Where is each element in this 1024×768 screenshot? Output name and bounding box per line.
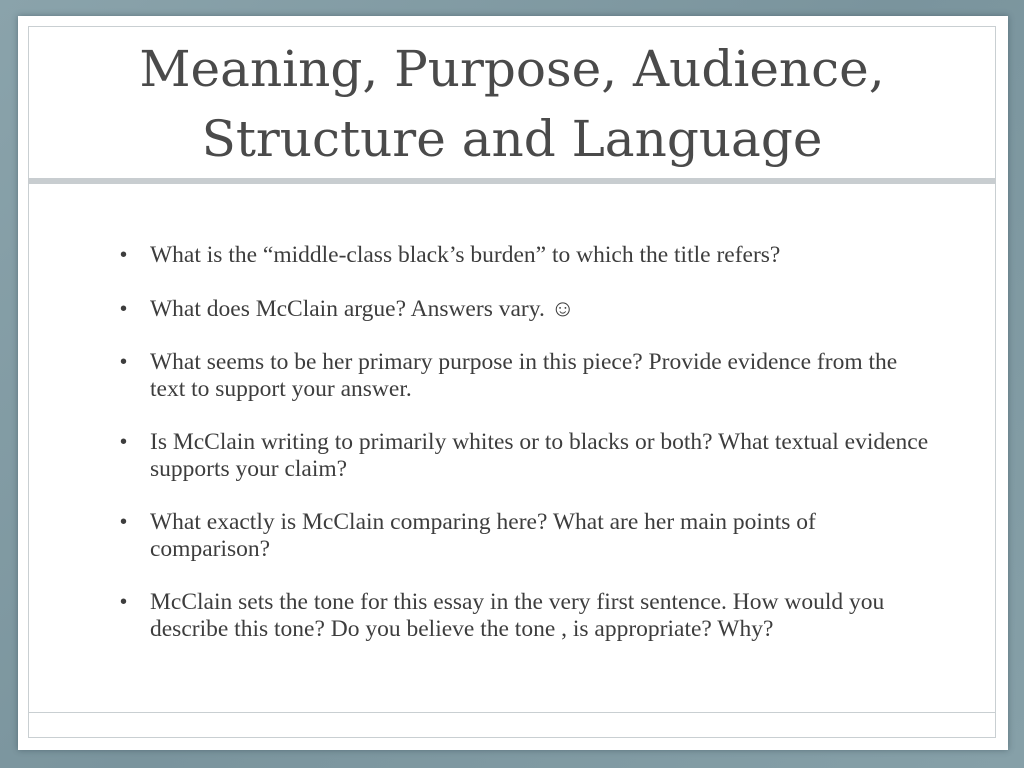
bullet-text: Is McClain writing to primarily whites or to blacks or both? What textual evidence supports your claim? [150,429,929,482]
bullet-item [110,429,930,482]
bullet-icon: • [120,297,128,320]
slide-title-line-2: Structure and Language [201,110,823,168]
bullet-item [110,242,930,269]
bullet-icon: • [120,511,128,533]
bullet-text: What is the “middle-class black’s burden” to which the title refers? [150,242,781,268]
bullet-item [110,296,930,323]
bullet-icon: • [120,431,128,453]
slide [18,16,1008,750]
bullet-icon: • [120,591,128,613]
bullet-text: What does McClain argue? Answers vary. ☺ [150,295,575,322]
bullet-text: McClain sets the tone for this essay in the very first sentence. How would you describe this tone? Do you believe the tone , is appropriate? Why? [150,589,885,642]
bullet-icon: • [120,351,128,373]
bullet-item [110,349,930,402]
bullet-text: What seems to be her primary purpose in this piece? Provide evidence from the text to support your answer. [150,349,898,402]
slide-title-line-1: Meaning, Purpose, Audience, [139,40,885,98]
bullet-item [110,509,930,562]
bullet-icon: • [120,244,128,266]
bullet-item [110,589,930,642]
slide-title [28,34,996,174]
title-divider [28,178,996,184]
footer-divider [28,712,996,713]
bullet-text: What exactly is McClain comparing here? What are her main points of comparison? [150,509,816,562]
bullet-list [110,242,930,669]
